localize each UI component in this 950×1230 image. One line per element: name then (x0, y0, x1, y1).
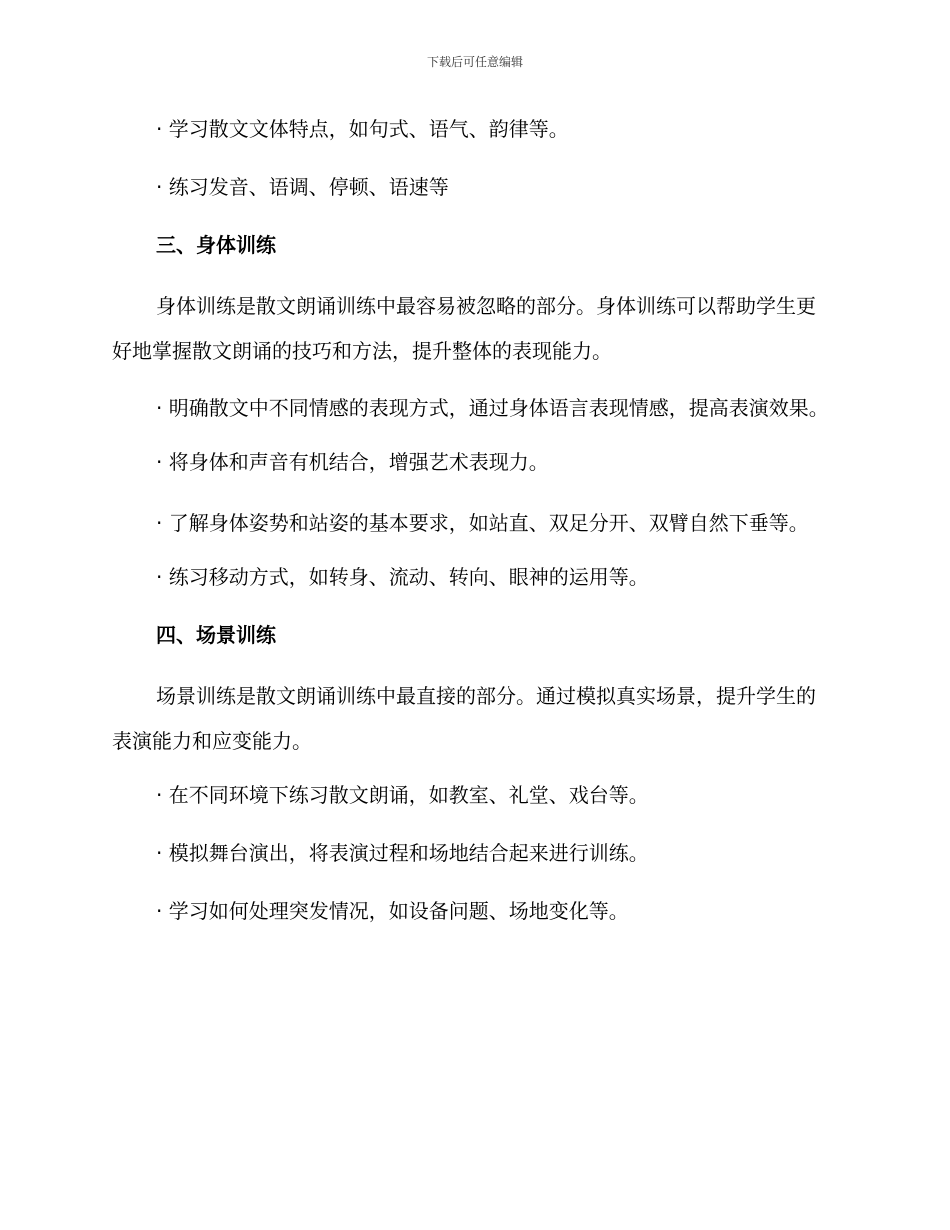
bullet-item: · 将身体和声音有机结合，增强艺术表现力。 (156, 450, 549, 474)
paragraph: 身体训练是散文朗诵训练中最容易被忽略的部分。身体训练可以帮助学生更好地掌握散文朗诵的技巧和方法，提升整体的表现能力。 (112, 294, 816, 363)
document-body (112, 110, 834, 950)
page-header-note: 下载后可任意编辑 (426, 55, 523, 69)
bullet-item: · 练习移动方式，如转身、流动、转向、眼神的运用等。 (156, 565, 649, 589)
bullet-item: · 练习发音、语调、停顿、语速等 (156, 175, 449, 199)
bullet-item: · 了解身体姿势和站姿的基本要求，如站直、双足分开、双臂自然下垂等。 (156, 511, 809, 535)
bullet-item: · 在不同环境下练习散文朗诵，如教室、礼堂、戏台等。 (156, 783, 649, 807)
paragraph: 场景训练是散文朗诵训练中最直接的部分。通过模拟真实场景，提升学生的表演能力和应变能力。 (112, 684, 816, 753)
section-heading-scene-training: 四、场景训练 (156, 623, 276, 647)
section-heading-body-training: 三、身体训练 (156, 233, 276, 257)
bullet-item: · 学习散文文体特点，如句式、语气、韵律等。 (156, 117, 569, 141)
bullet-item: · 明确散文中不同情感的表现方式，通过身体语言表现情感，提高表演效果。 (156, 396, 829, 420)
bullet-item: · 学习如何处理突发情况，如设备问题、场地变化等。 (156, 899, 629, 923)
bullet-item: · 模拟舞台演出，将表演过程和场地结合起来进行训练。 (156, 841, 649, 865)
